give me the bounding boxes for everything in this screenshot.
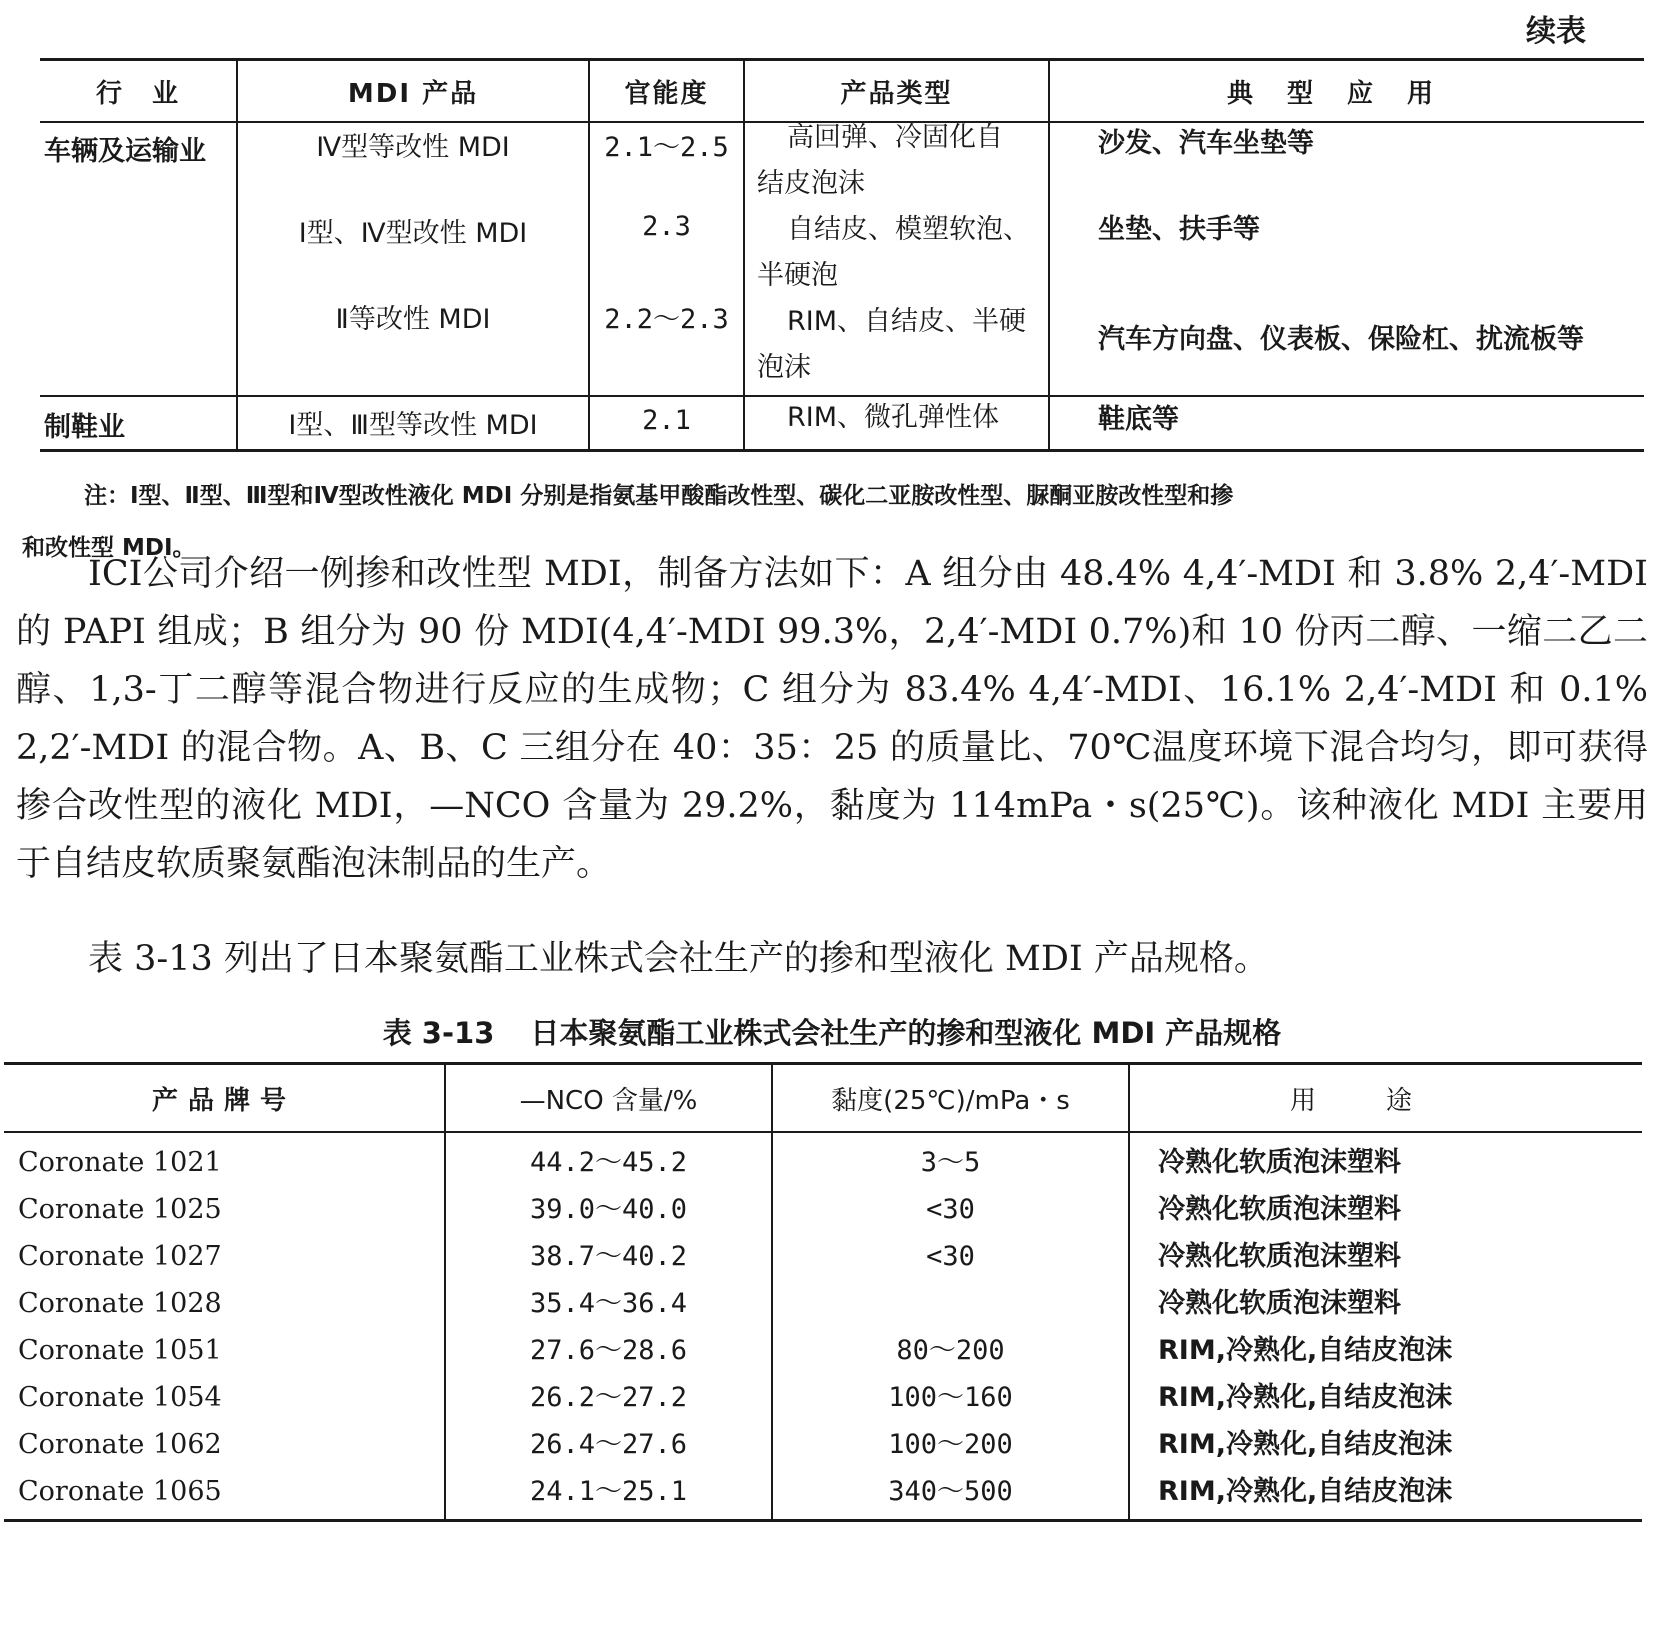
viscosity-value: 100～200	[888, 1429, 1013, 1460]
use-column	[1130, 1133, 1642, 1519]
table-title: 日本聚氨酯工业株式会社生产的掺和型液化 MDI 产品规格	[530, 1016, 1282, 1050]
header-typical-application: 典型应用	[1226, 78, 1467, 109]
note-line: 和改性型 MDI。	[22, 535, 196, 561]
typical-application: 鞋底等	[1098, 404, 1179, 435]
product-cell	[238, 123, 590, 395]
table-row	[40, 123, 1644, 397]
nco-value: 35.4～36.4	[529, 1288, 688, 1319]
product-type-line: RIM、微孔弹性体	[787, 402, 1000, 433]
mdi-product: Ⅱ等改性 MDI	[335, 304, 491, 335]
functionality-value: 2.3	[642, 211, 691, 242]
functionality-value: 2.1	[642, 405, 691, 436]
nco-value: 27.6～28.6	[529, 1335, 688, 1366]
use-value: RIM,冷熟化,自结皮泡沫	[1158, 1335, 1453, 1366]
viscosity-value: 3～5	[920, 1147, 981, 1178]
table-product-specs	[4, 1062, 1642, 1522]
typical-application: 坐垫、扶手等	[1098, 214, 1260, 245]
brand-name: Coronate 1062	[18, 1429, 222, 1460]
brand-name: Coronate 1021	[18, 1147, 222, 1178]
application-cell	[1050, 123, 1644, 395]
viscosity-value: 80～200	[896, 1335, 1005, 1366]
nco-value: 26.4～27.6	[529, 1429, 688, 1460]
functionality-value: 2.2～2.3	[604, 304, 729, 335]
product-type-line: 半硬泡	[757, 260, 838, 291]
product-type-line: 高回弹、冷固化自	[787, 122, 1003, 153]
body-paragraph: 表 3-13 列出了日本聚氨酯工业株式会社生产的掺和型液化 MDI 产品规格。	[88, 939, 1269, 979]
use-value: 冷熟化软质泡沫塑料	[1158, 1241, 1401, 1272]
viscosity-value: 340～500	[888, 1476, 1013, 1507]
industry-name: 车辆及运输业	[44, 136, 206, 167]
product-type-line: 结皮泡沫	[757, 168, 865, 199]
header-viscosity: 黏度(25℃)/mPa・s	[773, 1065, 1130, 1131]
viscosity-value: <30	[926, 1194, 975, 1225]
product-type-line: RIM、自结皮、半硬	[787, 306, 1027, 337]
brand-name: Coronate 1027	[18, 1241, 222, 1272]
viscosity-value	[773, 1280, 1128, 1327]
product-cell	[238, 397, 590, 449]
use-value: 冷熟化软质泡沫塑料	[1158, 1288, 1401, 1319]
industry-cell	[40, 397, 238, 449]
product-type-cell	[745, 397, 1050, 449]
header-functionality: 官能度	[590, 61, 745, 121]
brand-name: Coronate 1025	[18, 1194, 222, 1225]
mdi-product: Ⅳ型等改性 MDI	[316, 132, 510, 163]
functionality-value: 2.1～2.5	[604, 132, 729, 163]
industry-cell	[40, 123, 238, 395]
product-type	[745, 395, 1048, 441]
table-number: 表 3-13	[382, 1016, 495, 1050]
product-type-line: 泡沫	[757, 352, 811, 383]
industry-name: 制鞋业	[44, 412, 125, 443]
nco-value: 44.2～45.2	[529, 1147, 688, 1178]
nco-value: 39.0～40.0	[529, 1194, 688, 1225]
product-type	[745, 115, 1048, 391]
table-mdi-applications	[40, 58, 1644, 452]
product-type-cell	[745, 123, 1050, 395]
functionality-cell	[590, 397, 745, 449]
mdi-product: Ⅰ型、Ⅳ型改性 MDI	[298, 218, 528, 249]
brand-name: Coronate 1054	[18, 1382, 222, 1413]
brand-name: Coronate 1065	[18, 1476, 222, 1507]
viscosity-value: 100～160	[888, 1382, 1013, 1413]
application-cell	[1050, 397, 1644, 449]
note-line: 注：Ⅰ型、Ⅱ型、Ⅲ型和Ⅳ型改性液化 MDI 分别是指氨基甲酸酯改性型、碳化二亚胺改性型、脲酮亚胺改性型和掺	[84, 483, 1234, 509]
table-caption	[0, 1011, 1664, 1052]
use-value: 冷熟化软质泡沫塑料	[1158, 1194, 1401, 1225]
table-header	[40, 61, 1644, 123]
brand-name: Coronate 1051	[18, 1335, 222, 1366]
viscosity-value: <30	[926, 1241, 975, 1272]
use-value: 冷熟化软质泡沫塑料	[1158, 1147, 1401, 1178]
table-row	[40, 397, 1644, 449]
typical-application: 汽车方向盘、仪表板、保险杠、扰流板等	[1098, 324, 1584, 355]
nco-value: 26.2～27.2	[529, 1382, 688, 1413]
header-mdi-product: MDI 产品	[238, 61, 590, 121]
mdi-product: Ⅰ型、Ⅲ型等改性 MDI	[288, 410, 538, 441]
table-header	[4, 1065, 1642, 1133]
functionality-cell	[590, 123, 745, 395]
use-value: RIM,冷熟化,自结皮泡沫	[1158, 1382, 1453, 1413]
viscosity-column	[773, 1133, 1130, 1519]
use-value: RIM,冷熟化,自结皮泡沫	[1158, 1476, 1453, 1507]
body-paragraph: ICI公司介绍一例掺和改性型 MDI，制备方法如下：A 组分由 48.4% 4,4′-MDI 和 3.8% 2,4′-MDI 的 PAPI 组成；B 组分为 90 份 MDI(4,4′-MDI 99.3%，2,4′-MDI 0.7%)和 10 份丙二醇、一缩二乙二醇、1,3-丁二醇等混合物进行反应的生成物；C 组分为 83.4% 4,4′-MDI、16.1% 2,4′-MDI 和 0.1% 2,2′-MDI 的混合物。A、B、C 三组分在 40：35：25 的质量比、70℃温度环境下混合均匀，即可获得掺合改性型的液化 MDI，—NCO 含量为 29.2%，黏度为 114mPa・s(25℃)。该种液化 MDI 主要用于自结皮软质聚氨酯泡沫制品的生产。	[16, 554, 1648, 884]
brand-column	[4, 1133, 446, 1519]
header-nco-content: —NCO 含量/%	[446, 1065, 773, 1131]
header-use: 用途	[1289, 1085, 1482, 1116]
continued-label: 续表	[1526, 14, 1586, 49]
typical-application: 沙发、汽车坐垫等	[1098, 128, 1314, 159]
product-type-line: 自结皮、模塑软泡、	[787, 214, 1030, 245]
table-body	[4, 1133, 1642, 1519]
nco-value: 24.1～25.1	[529, 1476, 688, 1507]
header-industry: 行 业	[40, 61, 238, 121]
nco-value: 38.7～40.2	[529, 1241, 688, 1272]
use-value: RIM,冷熟化,自结皮泡沫	[1158, 1429, 1453, 1460]
header-product-type: 产品类型	[745, 61, 1050, 121]
header-brand: 产品牌号	[4, 1065, 446, 1131]
brand-name: Coronate 1028	[18, 1288, 222, 1319]
nco-column	[446, 1133, 773, 1519]
